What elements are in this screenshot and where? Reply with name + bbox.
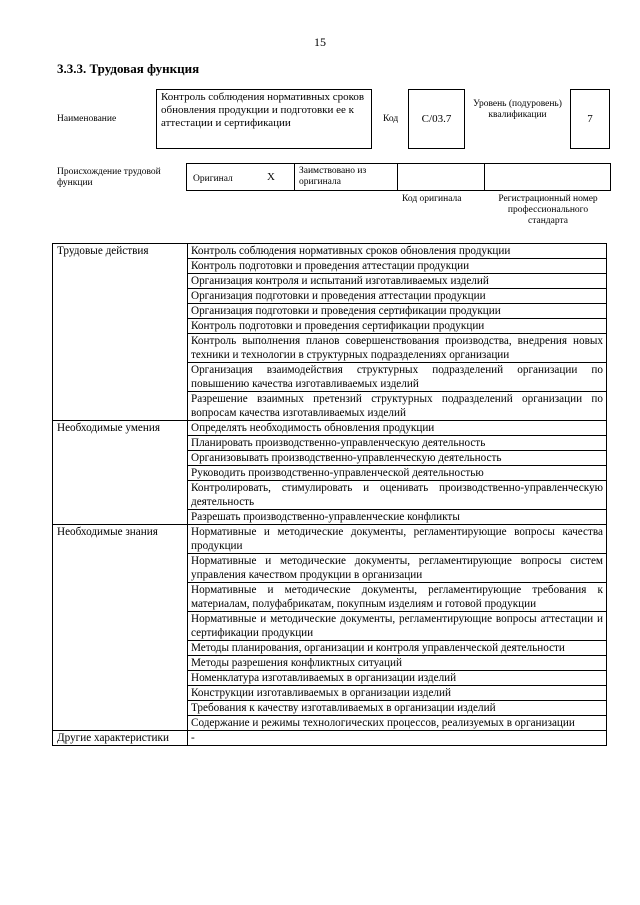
origin-label: Происхождение трудовой функции <box>57 167 161 188</box>
category-label: Необходимые знания <box>53 525 188 731</box>
table-cell: Контроль выполнения планов совершенствования производства, внедрения новых техники и технологии в структурных подразделениях организации <box>188 334 607 363</box>
table-cell: Конструкции изготавливаемых в организации изделий <box>188 686 607 701</box>
table-cell: Методы разрешения конфликтных ситуаций <box>188 656 607 671</box>
table-cell: Руководить производственно-управленческой деятельностью <box>188 466 607 481</box>
name-value-box <box>156 89 372 149</box>
table-cell: Требования к качеству изготавливаемых в организации изделий <box>188 701 607 716</box>
table-cell: Контроль подготовки и проведения сертификации продукции <box>188 319 607 334</box>
category-label: Трудовые действия <box>53 244 188 421</box>
table-cell: Организация взаимодействия структурных подразделений организации по повышению качества изготавливаемых изделий <box>188 363 607 392</box>
code-label: Код <box>383 114 399 124</box>
name-label: Наименование <box>57 114 117 124</box>
table-cell: Номенклатура изготавливаемых в организации изделий <box>188 671 607 686</box>
table-row <box>53 525 607 554</box>
table-cell: Планировать производственно-управленческую деятельность <box>188 436 607 451</box>
table-row <box>53 731 607 746</box>
category-label: Другие характеристики <box>53 731 188 746</box>
name-value: Контроль соблюдения нормативных сроков обновления продукции и подготовки ее к аттестации и сертификации <box>161 91 365 129</box>
table-cell: Организовывать производственно-управленческую деятельность <box>188 451 607 466</box>
level-value-box <box>570 89 610 149</box>
table-cell: Организация контроля и испытаний изготавливаемых изделий <box>188 274 607 289</box>
table-cell: Контроль соблюдения нормативных сроков обновления продукции <box>188 244 607 259</box>
page-number: 15 <box>314 35 326 49</box>
table-cell: Контролировать, стимулировать и оценивать производственно-управленческую деятельность <box>188 481 607 510</box>
table-cell: Организация подготовки и проведения сертификации продукции <box>188 304 607 319</box>
table-cell: Разрешение взаимных претензий структурных подразделений организации по вопросам качества изготавливаемых изделий <box>188 392 607 421</box>
reg-number-label: Регистрационный номер профессионального стандарта <box>498 194 598 226</box>
table-cell: Определять необходимость обновления продукции <box>188 421 607 436</box>
table-cell: Содержание и режимы технологических процессов, реализуемых в организации <box>188 716 607 731</box>
code-original-label: Код оригинала <box>402 194 462 204</box>
code-value: C/03.7 <box>421 112 452 125</box>
level-value: 7 <box>587 112 593 125</box>
code-value-box <box>408 89 465 149</box>
section-title: 3.3.3. Трудовая функция <box>57 61 200 76</box>
table-row <box>53 244 607 259</box>
table-cell: - <box>188 731 607 746</box>
table-cell: Методы планирования, организации и контроля управленческой деятельности <box>188 641 607 656</box>
borrowed-label: Заимствовано из оригинала <box>299 166 367 187</box>
origin-row <box>186 163 611 191</box>
category-label: Необходимые умения <box>53 421 188 525</box>
table-row <box>53 421 607 436</box>
original-mark: X <box>267 171 275 183</box>
table-cell: Организация подготовки и проведения аттестации продукции <box>188 289 607 304</box>
table-cell: Нормативные и методические документы, регламентирующие вопросы качества продукции <box>188 525 607 554</box>
table-cell: Нормативные и методические документы, регламентирующие требования к материалам, полуфабрикатам, покупным изделиям и готовой продукции <box>188 583 607 612</box>
table-cell: Контроль подготовки и проведения аттестации продукции <box>188 259 607 274</box>
original-label: Оригинал <box>193 174 233 184</box>
table-cell: Нормативные и методические документы, регламентирующие вопросы аттестации и сертификации продукции <box>188 612 607 641</box>
table-cell: Разрешать производственно-управленческие конфликты <box>188 510 607 525</box>
level-label: Уровень (подуровень) квалификации <box>473 99 562 120</box>
table-cell: Нормативные и методические документы, регламентирующие вопросы систем управления качеством продукции в организации <box>188 554 607 583</box>
labor-function-table <box>52 243 607 746</box>
